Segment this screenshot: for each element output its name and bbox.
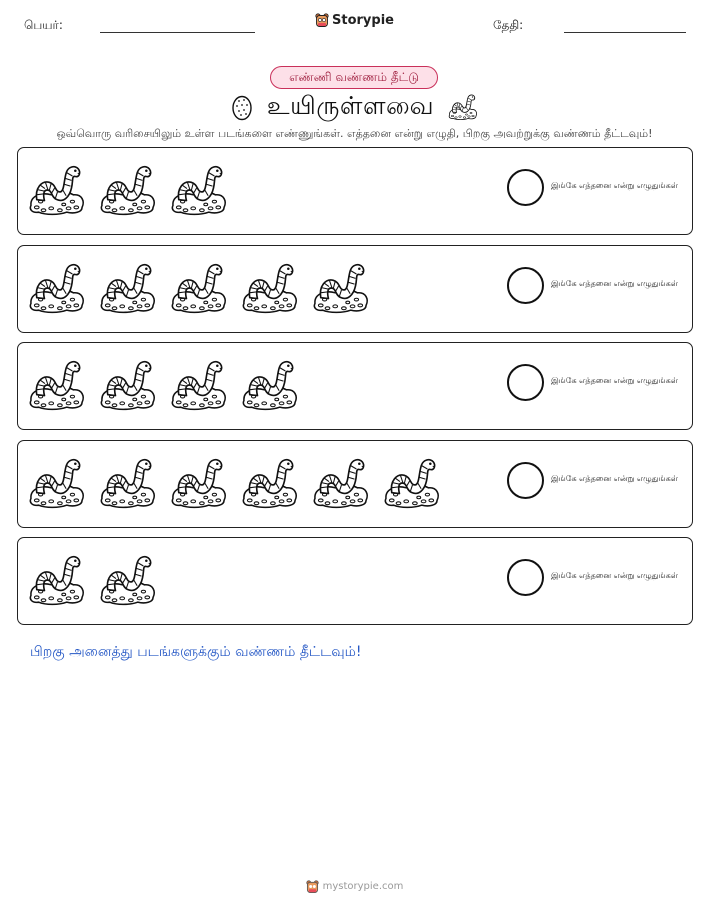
worm-icon	[99, 553, 157, 607]
site-url: mystorypie.com	[322, 881, 404, 892]
worm-icon	[28, 358, 86, 412]
worm-icon	[241, 358, 299, 412]
answer-prompt: இங்கே எத்தனை என்று எழுதுங்கள்	[551, 181, 678, 190]
instructions-text: ஒவ்வொரு வரிசையிலும் உள்ள படங்களை எண்ணுங்கள். எத்தனை என்று எழுதி, பிறகு அவற்றுக்கு வண்ணம் தீட்டவும்!	[56, 127, 653, 140]
worm-group	[28, 261, 383, 317]
worm-icon	[99, 261, 157, 315]
worm-icon	[170, 163, 228, 217]
footer-instruction: பிறகு அனைத்து படங்களுக்கும் வண்ணம் தீட்டவும்!	[30, 644, 362, 660]
brand-name: Storypie	[332, 12, 394, 28]
answer-circle[interactable]	[507, 559, 544, 596]
counting-row	[17, 245, 693, 333]
answer-circle[interactable]	[507, 169, 544, 206]
worm-icon	[170, 358, 228, 412]
worm-icon	[28, 456, 86, 510]
worm-title-icon	[448, 93, 478, 121]
worm-group	[28, 163, 241, 219]
worm-icon	[312, 456, 370, 510]
counting-row	[17, 440, 693, 528]
site-footer	[0, 879, 709, 894]
page-title: உயிருள்ளவை	[266, 90, 435, 120]
answer-prompt: இங்கே எத்தனை என்று எழுதுங்கள்	[551, 279, 678, 288]
worm-icon	[28, 163, 86, 217]
worm-icon	[99, 456, 157, 510]
worm-icon	[241, 456, 299, 510]
worm-icon	[312, 261, 370, 315]
counting-row	[17, 537, 693, 625]
answer-prompt: இங்கே எத்தனை என்று எழுதுங்கள்	[551, 571, 678, 580]
worm-icon	[170, 261, 228, 315]
worm-group	[28, 456, 454, 512]
name-label: பெயர்:	[24, 18, 63, 32]
date-line[interactable]	[564, 32, 686, 33]
counting-row	[17, 147, 693, 235]
egg-icon	[231, 93, 253, 121]
storypie-logo-icon	[315, 12, 329, 28]
date-label: தேதி:	[493, 18, 524, 32]
worm-icon	[99, 358, 157, 412]
worm-group	[28, 553, 170, 609]
worm-icon	[241, 261, 299, 315]
worksheet-tag: எண்ணி வண்ணம் தீட்டு	[270, 66, 438, 89]
worm-icon	[383, 456, 441, 510]
worm-group	[28, 358, 312, 414]
storypie-footer-logo-icon	[306, 879, 319, 894]
answer-circle[interactable]	[507, 364, 544, 401]
worm-icon	[170, 456, 228, 510]
worm-icon	[99, 163, 157, 217]
answer-prompt: இங்கே எத்தனை என்று எழுதுங்கள்	[551, 376, 678, 385]
worm-icon	[28, 261, 86, 315]
answer-circle[interactable]	[507, 267, 544, 304]
answer-circle[interactable]	[507, 462, 544, 499]
worm-icon	[28, 553, 86, 607]
answer-prompt: இங்கே எத்தனை என்று எழுதுங்கள்	[551, 474, 678, 483]
title-row	[0, 90, 709, 124]
name-line[interactable]	[100, 32, 255, 33]
counting-row	[17, 342, 693, 430]
storypie-brand	[0, 12, 709, 28]
